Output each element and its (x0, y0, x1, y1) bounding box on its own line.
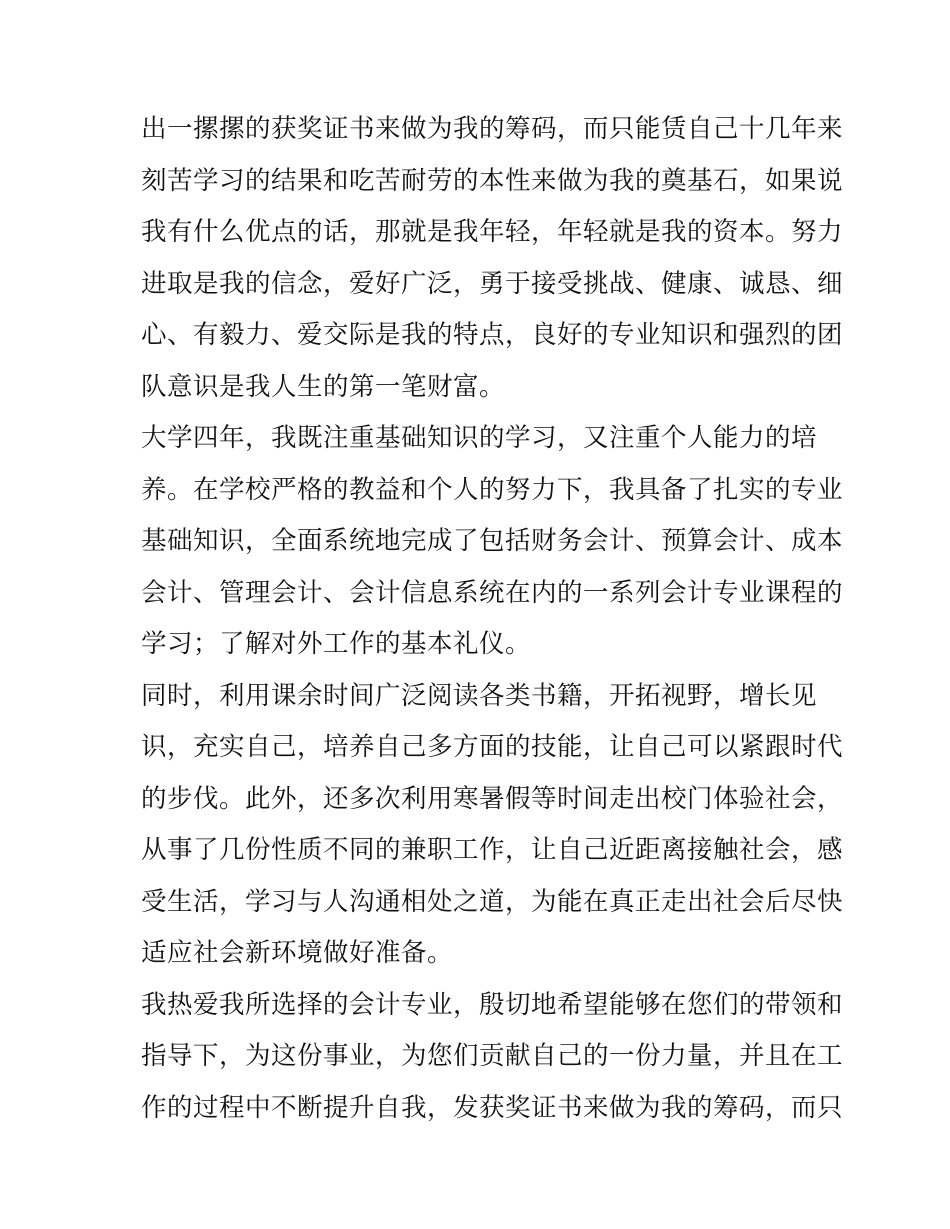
text-line: 出一摞摞的获奖证书来做为我的筹码，而只能赁自己十几年来 (141, 114, 844, 144)
document-body (141, 104, 844, 1134)
text-line: 大学四年，我既注重基础知识的学习，又注重个人能力的培 (141, 423, 818, 453)
text-line: 的步伐。此外，还多次利用寒暑假等时间走出校门体验社会， (141, 783, 844, 814)
text-line: 指导下，为这份事业，为您们贡献自己的一份力量，并且在工 (141, 1041, 844, 1071)
text-line: 我有什么优点的话，那就是我年轻，年轻就是我的资本。努力 (141, 217, 844, 247)
text-line: 识，充实自己，培养自己多方面的技能，让自己可以紧跟时代 (141, 732, 844, 762)
text-line: 适应社会新环境做好准备。 (141, 938, 454, 968)
text-line: 受生活，学习与人沟通相处之道，为能在真正走出社会后尽快 (141, 886, 844, 917)
text-line: 我热爱我所选择的会计专业，殷切地希望能够在您们的带领和 (141, 989, 844, 1020)
text-line: 学习；了解对外工作的基本礼仪。 (141, 629, 532, 659)
text-line: 刻苦学习的结果和吃苦耐劳的本性来做为我的奠基石，如果说 (141, 165, 844, 196)
text-line: 队意识是我人生的第一笔财富。 (141, 371, 506, 402)
text-line: 心、有毅力、爱交际是我的特点，良好的专业知识和强烈的团 (141, 320, 844, 350)
text-line: 进取是我的信念，爱好广泛，勇于接受挑战、健康、诚恳、细 (141, 268, 844, 299)
text-line: 从事了几份性质不同的兼职工作，让自己近距离接触社会，感 (141, 835, 844, 865)
text-line: 同时，利用课余时间广泛阅读各类书籍，开拓视野，增长见 (141, 680, 818, 711)
text-line: 养。在学校严格的教益和个人的努力下，我具备了扎实的专业 (141, 474, 844, 505)
text-line: 基础知识，全面系统地完成了包括财务会计、预算会计、成本 (141, 526, 844, 556)
text-line: 作的过程中不断提升自我，发获奖证书来做为我的筹码，而只 (141, 1092, 844, 1123)
text-line: 会计、管理会计、会计信息系统在内的一系列会计专业课程的 (141, 577, 844, 608)
